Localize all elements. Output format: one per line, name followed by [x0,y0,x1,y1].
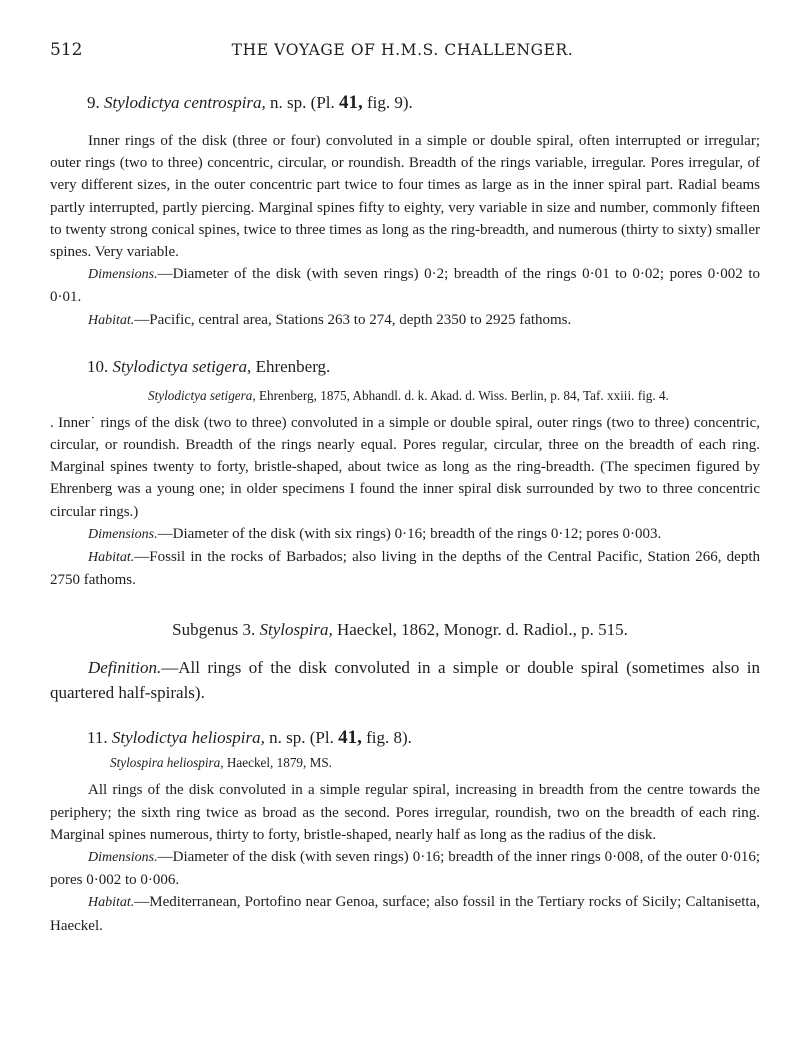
species-11-habitat: Habitat.—Mediterranean, Portofino near Genoa, surface; also fossil in the Tertiary rocks of Sicily; Caltanisetta, Haeckel. [50,894,760,934]
plate-reference: (Pl. 41, fig. 8). [309,727,412,749]
species-9-dimensions: Dimensions.—Diameter of the disk (with seven rings) 0·2; breadth of the rings 0·01 to 0·02; pores 0·002 to 0·01. [50,266,760,306]
species-10-synonym: Stylodictya setigera, Ehrenberg, 1875, Abhandl. d. k. Akad. d. Wiss. Berlin, p. 84, Taf. xxiii. fig. 4. [148,387,669,403]
species-10-description: . Inner˙ rings of the disk (two to three) convoluted in a simple or double spiral, outer rings (two to three) concentric, circular, or roundish. Breadth of the rings nearly equal. Pores regular, circular, three on the breadth of each ring. Marginal spines twenty to forty, bristle-shaped, about twice as long as the ring-breadth. (The specimen figured by Ehrenberg was a young one; in older specimens I found the inner spiral disk surrounded by two to three concentric circular rings.) [50,414,760,520]
running-title: THE VOYAGE OF H.M.S. CHALLENGER. [231,41,574,59]
species-10-habitat: Habitat.—Fossil in the rocks of Barbados; also living in the depths of the Central Pacific, Station 266, depth 2750 fathoms. [50,549,760,589]
species-11-name: Stylodictya heliospira, [111,728,265,748]
plate-reference: (Pl. 41, fig. 9). [310,92,413,113]
species-9-name: Stylodictya centrospira, [104,93,266,112]
subgenus-heading: Subgenus 3. Stylospira, Haeckel, 1862, Monogr. d. Radiol., p. 515. [172,620,628,640]
species-10-heading: 10. Stylodictya setigera, Ehrenberg. [87,356,331,376]
running-head [50,40,760,74]
species-10-name: Stylodictya setigera, [112,356,252,376]
species-11-dimensions: Dimensions.—Diameter of the disk (with seven rings) 0·16; breadth of the inner rings 0·008, of the outer 0·016; pores 0·002 to 0·006. [50,849,760,889]
species-10-dimensions: Dimensions.—Diameter of the disk (with six rings) 0·16; breadth of the rings 0·12; pores 0·003. [88,525,662,542]
species-9-habitat: Habitat.—Pacific, central area, Stations 263 to 274, depth 2350 to 2925 fathoms. [88,311,572,328]
species-11-synonym: Stylospira heliospira, Haeckel, 1879, MS. [110,755,332,771]
subgenus-definition: Definition.—All rings of the disk convoluted in a simple or double spiral (sometimes also in quartered half-spirals). [50,658,760,703]
species-11-heading: 11. Stylodictya heliospira, n. sp. (Pl. 41, fig. 8). [87,727,412,749]
species-9-description: Inner rings of the disk (three or four) convoluted in a simple or double spiral, often interrupted or irregular; outer rings (two to three) concentric, circular, or roundish. Breadth of the rings variable, irregular. Pores irregular, of very different sizes, in the outer concentric part twice to four times as large as in the inner spiral part. Radial beams partly interrupted, partly piercing. Marginal spines fifty to eighty, very variable in size and number, commonly fifteen to twenty strong conical spines, twice to three times as long as the ring-breadth, and numerous (thirty to sixty) smaller spines. Very variable. [50,133,760,261]
page-number: 512 [50,40,83,60]
species-11-description: All rings of the disk convoluted in a simple regular spiral, increasing in breadth from the centre towards the periphery; the sixth ring twice as broad as the second. Pores irregular, roundish, two on the breadth of each ring. Marginal spines numerous, thirty to forty, bristle-shaped, nearly half as long as the radius of the disk. [50,782,760,843]
species-9-heading: 9. Stylodictya centrospira, n. sp. (Pl. 41, fig. 9). [87,92,413,113]
